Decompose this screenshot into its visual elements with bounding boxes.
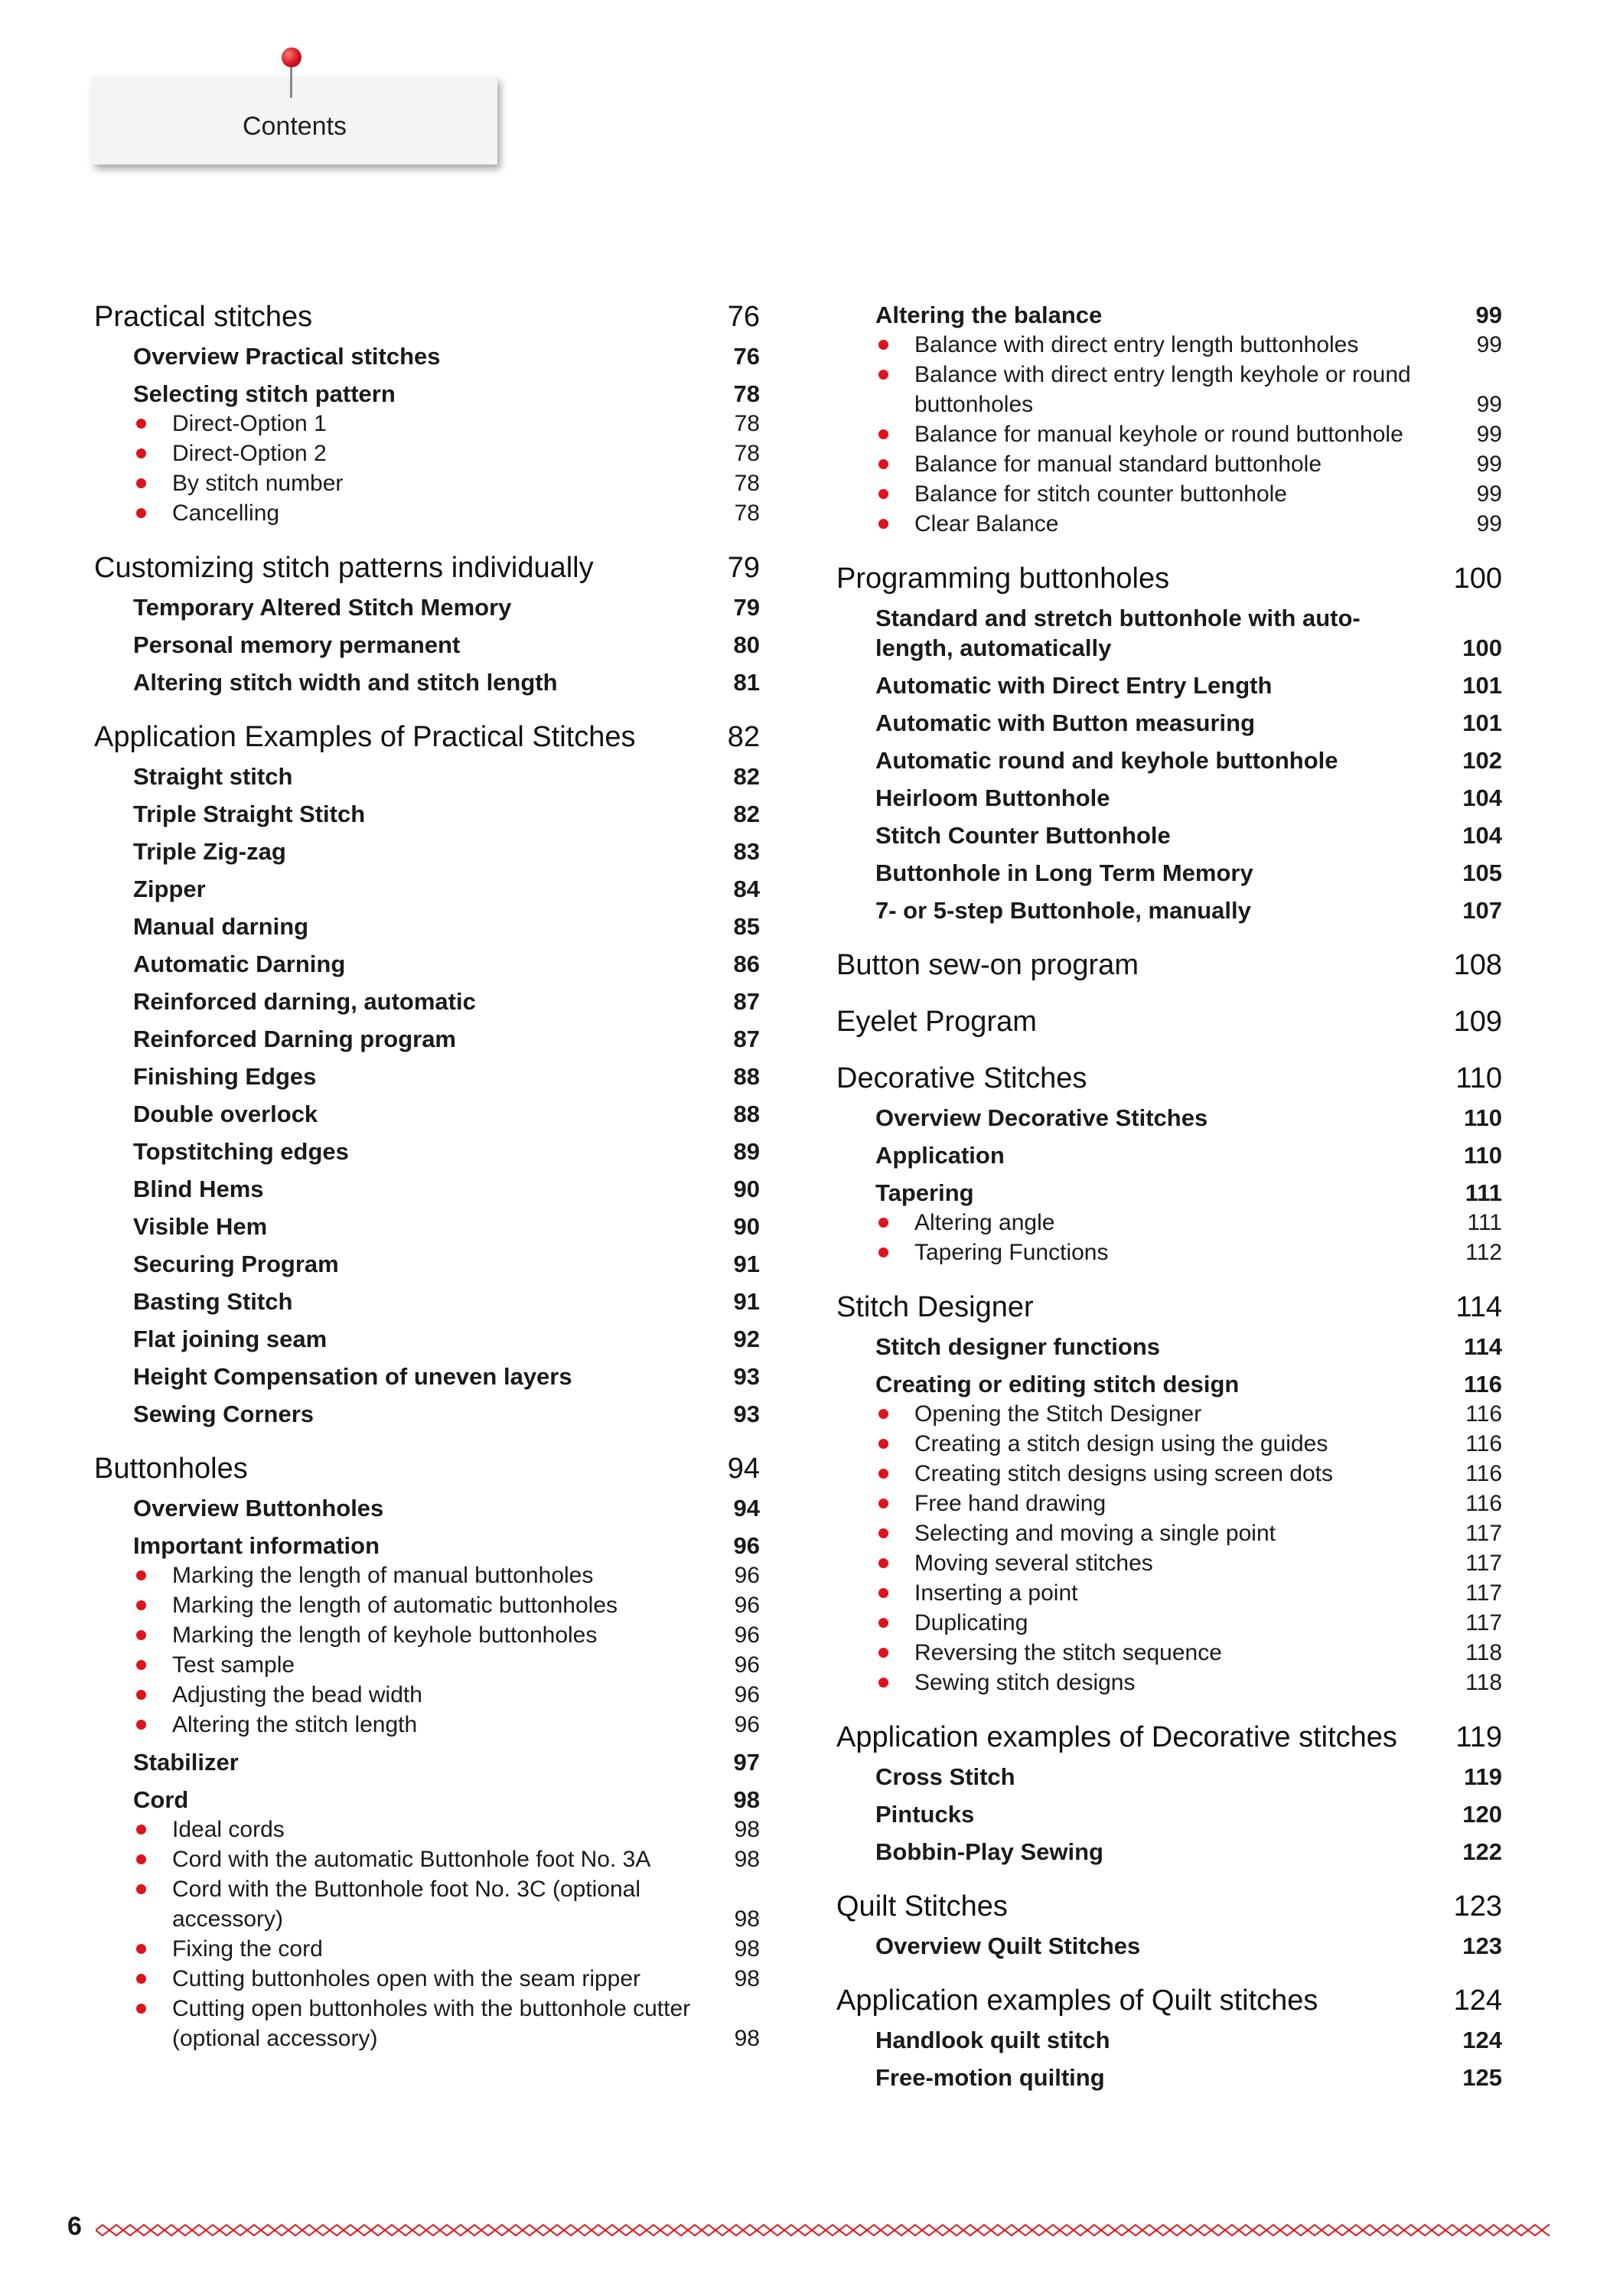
- toc-entry-page: 118: [1465, 1640, 1502, 1665]
- toc-bullet-item[interactable]: [836, 1459, 1502, 1489]
- toc-entry-label: Overview Practical stitches: [133, 343, 441, 370]
- toc-entry-page: 116: [1465, 1401, 1502, 1427]
- toc-entry-label: Opening the Stitch Designer: [914, 1401, 1202, 1427]
- toc-entry-label: Moving several stitches: [914, 1551, 1153, 1576]
- toc-subheading[interactable]: [836, 1762, 1502, 1792]
- toc-entry-label: Securing Program: [133, 1251, 339, 1277]
- toc-entry-label: Zipper: [133, 876, 206, 902]
- toc-bullet-item[interactable]: [836, 1208, 1502, 1238]
- toc-entry-page: 99: [1476, 481, 1502, 507]
- toc-entry-page: 78: [734, 471, 760, 496]
- toc-entry-label: Blind Hems: [133, 1176, 264, 1202]
- toc-subheading[interactable]: [836, 1799, 1502, 1829]
- toc-subheading[interactable]: [836, 858, 1502, 888]
- toc-entry-page: 82: [733, 801, 760, 827]
- toc-bullet-item[interactable]: [94, 1680, 760, 1710]
- toc-subheading[interactable]: [836, 603, 1502, 663]
- toc-bullet-item[interactable]: [94, 1561, 760, 1590]
- toc-entry-label: Heirloom Buttonhole: [875, 784, 1110, 811]
- toc-entry-label: Tapering Functions: [914, 1240, 1109, 1265]
- toc-entry-page: 78: [734, 501, 760, 526]
- toc-entry-page: 124: [1462, 2027, 1502, 2053]
- toc-entry-label: Customizing stitch patterns individually: [94, 552, 594, 584]
- toc-entry-label: Stabilizer: [133, 1749, 239, 1776]
- toc-subheading[interactable]: [94, 1747, 760, 1777]
- toc-bullet-item[interactable]: [836, 330, 1502, 360]
- toc-bullet-item[interactable]: [94, 1964, 760, 1994]
- toc-entry-page: 96: [734, 1593, 760, 1618]
- toc-entry-page: 116: [1465, 1461, 1502, 1486]
- toc-entry-label: Sewing Corners: [133, 1401, 314, 1427]
- toc-entry-label: Adjusting the bead width: [172, 1682, 422, 1707]
- toc-subheading[interactable]: [836, 300, 1502, 330]
- toc-bullet-item[interactable]: [94, 1650, 760, 1680]
- toc-bullet-item[interactable]: [836, 1489, 1502, 1518]
- toc-bullet-item[interactable]: [94, 1710, 760, 1740]
- toc-entry-page: 110: [1463, 1104, 1502, 1131]
- toc-entry-label: Inserting a point: [914, 1580, 1078, 1606]
- toc-entry-page: 119: [1463, 1763, 1502, 1790]
- toc-entry-label: Balance for manual standard buttonhole: [914, 452, 1322, 477]
- toc-entry-page: 82: [733, 763, 760, 790]
- toc-bullet-item[interactable]: [836, 509, 1502, 539]
- toc-entry-page: 114: [1463, 1333, 1502, 1360]
- toc-heading[interactable]: [836, 1062, 1502, 1095]
- toc-subheading[interactable]: [94, 1249, 760, 1279]
- toc-subheading[interactable]: [94, 1399, 760, 1429]
- toc-entry-page: 125: [1462, 2064, 1502, 2091]
- toc-entry-page: 83: [733, 838, 760, 865]
- toc-entry-label: Cross Stitch: [875, 1763, 1015, 1790]
- toc-bullet-item[interactable]: [836, 1518, 1502, 1548]
- toc-bullet-item[interactable]: [836, 1548, 1502, 1578]
- toc-entry-label: Sewing stitch designs: [914, 1670, 1136, 1695]
- toc-entry-label: Basting Stitch: [133, 1288, 293, 1315]
- toc-entry-label: Height Compensation of uneven layers: [133, 1363, 572, 1390]
- toc-entry-label: Marking the length of keyhole buttonholes: [172, 1623, 598, 1648]
- toc-bullet-item[interactable]: [836, 1429, 1502, 1459]
- toc-entry-page: 96: [734, 1652, 760, 1678]
- toc-entry-label: Application Examples of Practical Stitches: [94, 721, 636, 753]
- toc-entry-label: Cord with the automatic Buttonhole foot No. 3A: [172, 1847, 651, 1872]
- toc-bullet-item[interactable]: [836, 1608, 1502, 1638]
- toc-entry-page: 117: [1465, 1551, 1502, 1576]
- toc-entry-label: By stitch number: [172, 471, 344, 496]
- toc-heading[interactable]: [94, 300, 760, 334]
- toc-entry-page: 78: [733, 380, 760, 407]
- toc-entry-page: 109: [1453, 1006, 1502, 1038]
- toc-heading[interactable]: [836, 1290, 1502, 1324]
- toc-entry-label: Cord: [133, 1786, 189, 1813]
- toc-bullet-item[interactable]: [94, 1994, 760, 2053]
- toc-bullet-item[interactable]: [836, 1638, 1502, 1668]
- toc-entry-page: 96: [733, 1532, 760, 1559]
- toc-entry-page: 123: [1462, 1932, 1502, 1959]
- toc-heading[interactable]: [94, 1452, 760, 1486]
- toc-subheading[interactable]: [94, 1212, 760, 1241]
- toc-entry-page: 88: [733, 1101, 760, 1127]
- toc-entry-label: Finishing Edges: [133, 1063, 317, 1090]
- toc-entry-label: Altering the balance: [875, 302, 1103, 328]
- toc-list-right: [836, 300, 1502, 2092]
- toc-entry-label: Creating stitch designs using screen dots: [914, 1461, 1333, 1486]
- toc-entry-page: 78: [734, 441, 760, 466]
- toc-entry-label: Stitch Counter Buttonhole: [875, 822, 1171, 849]
- toc-entry-label: Fixing the cord: [172, 1936, 323, 1962]
- toc-subheading[interactable]: [94, 1287, 760, 1316]
- toc-entry-label: Flat joining seam: [133, 1326, 328, 1352]
- toc-entry-page: 87: [733, 1026, 760, 1052]
- toc-entry-label: Automatic with Button measuring: [875, 709, 1255, 736]
- toc-entry-label: Reinforced darning, automatic: [133, 988, 476, 1015]
- toc-subheading[interactable]: [836, 1369, 1502, 1399]
- toc-entry-label: Overview Quilt Stitches: [875, 1932, 1141, 1959]
- toc-subheading[interactable]: [94, 1099, 760, 1129]
- toc-entry-label: Application: [875, 1142, 1005, 1169]
- toc-subheading[interactable]: [836, 670, 1502, 700]
- toc-entry-page: 99: [1476, 392, 1502, 417]
- toc-subheading[interactable]: [836, 1332, 1502, 1362]
- toc-bullet-item[interactable]: [94, 498, 760, 528]
- toc-subheading[interactable]: [94, 1531, 760, 1561]
- toc-entry-page: 78: [734, 411, 760, 436]
- toc-subheading[interactable]: [94, 1785, 760, 1815]
- toc-entry-page: 104: [1462, 822, 1502, 849]
- toc-subheading[interactable]: [94, 1362, 760, 1391]
- toc-entry-page: 86: [733, 951, 760, 977]
- toc-entry-label: Creating a stitch design using the guides: [914, 1431, 1328, 1456]
- toc-subheading[interactable]: [836, 895, 1502, 925]
- toc-entry-label: Visible Hem: [133, 1213, 268, 1240]
- toc-bullet-item[interactable]: [94, 1874, 760, 1934]
- toc-entry-label: Overview Buttonholes: [133, 1495, 384, 1521]
- toc-entry-page: 108: [1453, 949, 1502, 981]
- toc-bullet-item[interactable]: [836, 1238, 1502, 1267]
- toc-bullet-item[interactable]: [94, 1844, 760, 1874]
- toc-entry-page: 98: [734, 1847, 760, 1872]
- toc-subheading[interactable]: [94, 1062, 760, 1091]
- toc-subheading[interactable]: [836, 2063, 1502, 2092]
- toc-bullet-item[interactable]: [836, 419, 1502, 449]
- toc-entry-page: 90: [733, 1213, 760, 1240]
- toc-entry-label: Bobbin-Play Sewing: [875, 1838, 1103, 1865]
- toc-subheading[interactable]: [836, 1178, 1502, 1208]
- toc-heading[interactable]: [94, 551, 760, 585]
- toc-subheading[interactable]: [94, 874, 760, 904]
- toc-subheading[interactable]: [836, 1140, 1502, 1170]
- toc-entry-label: Reversing the stitch sequence: [914, 1640, 1222, 1665]
- toc-entry-page: 94: [727, 1453, 760, 1485]
- toc-heading[interactable]: [836, 1005, 1502, 1039]
- toc-entry-page: 79: [733, 594, 760, 621]
- toc-entry-label: Cutting open buttonholes with the buttonhole cutter (optional accessory): [172, 1996, 691, 2051]
- toc-entry-page: 98: [734, 2026, 760, 2051]
- toc-entry-page: 99: [1476, 511, 1502, 536]
- toc-entry-label: Direct-Option 2: [172, 441, 327, 466]
- toc-entry-page: 98: [734, 1817, 760, 1842]
- toc-entry-label: Balance with direct entry length keyhole or round buttonholes: [914, 362, 1411, 417]
- toc-entry-label: Programming buttonholes: [836, 563, 1170, 595]
- toc-entry-label: Ideal cords: [172, 1817, 285, 1842]
- toc-entry-label: Automatic with Direct Entry Length: [875, 672, 1273, 699]
- toc-entry-page: 111: [1465, 1179, 1502, 1206]
- toc-entry-page: 118: [1465, 1670, 1502, 1695]
- toc-subheading[interactable]: [94, 912, 760, 941]
- toc-subheading[interactable]: [94, 799, 760, 829]
- toc-subheading[interactable]: [94, 837, 760, 866]
- decorative-border: [96, 2223, 1550, 2237]
- toc-entry-page: 122: [1462, 1838, 1502, 1865]
- toc-entry-label: Automatic round and keyhole buttonhole: [875, 747, 1338, 774]
- toc-subheading[interactable]: [94, 987, 760, 1016]
- toc-entry-page: 98: [734, 1936, 760, 1962]
- toc-entry-page: 99: [1476, 332, 1502, 357]
- toc-entry-label: Duplicating: [914, 1610, 1028, 1636]
- toc-entry-label: Eyelet Program: [836, 1006, 1037, 1038]
- toc-bullet-item[interactable]: [94, 1815, 760, 1844]
- toc-entry-page: 98: [733, 1786, 760, 1813]
- toc-entry-label: Free-motion quilting: [875, 2064, 1105, 2091]
- toc-entry-page: 96: [734, 1682, 760, 1707]
- toc-entry-label: Automatic Darning: [133, 951, 346, 977]
- toc-heading[interactable]: [94, 720, 760, 754]
- toc-entry-page: 101: [1462, 709, 1502, 736]
- toc-entry-label: Stitch designer functions: [875, 1333, 1161, 1360]
- toc-entry-label: Cord with the Buttonhole foot No. 3C (optional accessory): [172, 1877, 641, 1932]
- toc-entry-label: Selecting and moving a single point: [914, 1521, 1276, 1546]
- toc-entry-label: Decorative Stitches: [836, 1062, 1087, 1094]
- toc-entry-label: Stitch Designer: [836, 1291, 1034, 1323]
- page-number: 6: [67, 2212, 82, 2241]
- toc-entry-page: 99: [1476, 422, 1502, 447]
- toc-entry-page: 94: [733, 1495, 760, 1521]
- toc-bullet-item[interactable]: [94, 468, 760, 498]
- toc-entry-label: Buttonholes: [94, 1453, 248, 1485]
- toc-entry-page: 107: [1462, 897, 1502, 924]
- toc-entry-label: Important information: [133, 1532, 380, 1559]
- toc-entry-label: Application examples of Quilt stitches: [836, 1985, 1318, 2017]
- toc-subheading[interactable]: [836, 783, 1502, 813]
- toc-entry-page: 88: [733, 1063, 760, 1090]
- toc-entry-label: Topstitching edges: [133, 1138, 349, 1165]
- toc-entry-page: 96: [734, 1623, 760, 1648]
- toc-entry-label: Balance for manual keyhole or round buttonhole: [914, 422, 1403, 447]
- toc-entry-label: Application examples of Decorative stitches: [836, 1721, 1397, 1753]
- toc-entry-page: 80: [733, 631, 760, 658]
- toc-entry-label: Double overlock: [133, 1101, 318, 1127]
- toc-entry-page: 84: [733, 876, 760, 902]
- toc-bullet-item[interactable]: [94, 1620, 760, 1650]
- toc-entry-page: 116: [1463, 1371, 1502, 1397]
- toc-entry-label: Buttonhole in Long Term Memory: [875, 859, 1253, 886]
- toc-entry-page: 123: [1453, 1890, 1502, 1923]
- toc-entry-page: 81: [733, 669, 760, 696]
- toc-heading[interactable]: [836, 1720, 1502, 1754]
- toc-entry-page: 93: [733, 1401, 760, 1427]
- toc-entry-label: Reinforced Darning program: [133, 1026, 456, 1052]
- toc-subheading[interactable]: [94, 379, 760, 409]
- toc-entry-page: 111: [1467, 1210, 1502, 1235]
- toc-entry-page: 112: [1465, 1240, 1502, 1265]
- toc-bullet-item[interactable]: [836, 479, 1502, 509]
- toc-entry-label: Test sample: [172, 1652, 295, 1678]
- toc-bullet-item[interactable]: [94, 409, 760, 439]
- toc-entry-page: 87: [733, 988, 760, 1015]
- toc-entry-label: Marking the length of manual buttonholes: [172, 1563, 594, 1588]
- toc-heading[interactable]: [836, 948, 1502, 982]
- toc-entry-label: Personal memory permanent: [133, 631, 461, 658]
- toc-entry-page: 99: [1475, 302, 1502, 328]
- toc-entry-page: 85: [733, 913, 760, 940]
- toc-entry-page: 98: [734, 1966, 760, 1991]
- toc-entry-label: Handlook quilt stitch: [875, 2027, 1110, 2053]
- toc-entry-page: 117: [1465, 1580, 1502, 1606]
- toc-entry-label: Temporary Altered Stitch Memory: [133, 594, 512, 621]
- toc-entry-label: Altering angle: [914, 1210, 1055, 1235]
- toc-entry-page: 114: [1455, 1291, 1502, 1323]
- toc-entry-page: 102: [1462, 747, 1502, 774]
- toc-bullet-item[interactable]: [94, 1590, 760, 1620]
- toc-entry-label: Free hand drawing: [914, 1491, 1106, 1516]
- toc-bullet-item[interactable]: [94, 1934, 760, 1964]
- toc-entry-page: 117: [1465, 1610, 1502, 1636]
- toc-subheading[interactable]: [94, 949, 760, 979]
- toc-entry-label: Cancelling: [172, 501, 280, 526]
- toc-entry-page: 105: [1462, 859, 1502, 886]
- toc-entry-page: 104: [1462, 784, 1502, 811]
- toc-entry-page: 97: [733, 1749, 760, 1776]
- toc-entry-page: 92: [733, 1326, 760, 1352]
- toc-bullet-item[interactable]: [836, 449, 1502, 479]
- toc-entry-page: 110: [1455, 1062, 1502, 1094]
- toc-heading[interactable]: [836, 1890, 1502, 1923]
- toc-entry-label: Practical stitches: [94, 301, 313, 333]
- toc-entry-page: 96: [734, 1712, 760, 1737]
- toc-entry-label: Straight stitch: [133, 763, 293, 790]
- toc-entry-label: Marking the length of automatic buttonholes: [172, 1593, 618, 1618]
- toc-entry-label: Balance for stitch counter buttonhole: [914, 481, 1287, 507]
- toc-subheading[interactable]: [94, 341, 760, 371]
- toc-bullet-item[interactable]: [94, 439, 760, 468]
- toc-entry-label: Tapering: [875, 1179, 974, 1206]
- toc-entry-page: 89: [733, 1138, 760, 1165]
- toc-subheading[interactable]: [836, 1931, 1502, 1961]
- toc-entry-label: Altering the stitch length: [172, 1712, 418, 1737]
- toc-entry-label: Quilt Stitches: [836, 1890, 1008, 1923]
- toc-entry-label: Triple Zig-zag: [133, 838, 286, 865]
- contents-tab-label: Contents: [242, 112, 347, 141]
- toc-bullet-item[interactable]: [836, 1668, 1502, 1698]
- toc-entry-label: Altering stitch width and stitch length: [133, 669, 558, 696]
- toc-subheading[interactable]: [836, 2025, 1502, 2055]
- toc-subheading[interactable]: [94, 592, 760, 622]
- toc-entry-page: 116: [1465, 1431, 1502, 1456]
- toc-entry-page: 98: [734, 1906, 760, 1932]
- toc-entry-page: 76: [727, 301, 760, 333]
- toc-entry-page: 79: [727, 552, 760, 584]
- toc-subheading[interactable]: [94, 1493, 760, 1523]
- toc-entry-label: Balance with direct entry length buttonholes: [914, 332, 1359, 357]
- toc-left-column: [94, 300, 760, 2053]
- toc-entry-label: Pintucks: [875, 1801, 975, 1828]
- toc-entry-label: Button sew-on program: [836, 949, 1139, 981]
- toc-bullet-item[interactable]: [836, 360, 1502, 419]
- toc-bullet-item[interactable]: [836, 1578, 1502, 1608]
- toc-subheading[interactable]: [836, 1103, 1502, 1133]
- toc-heading[interactable]: [836, 1984, 1502, 2017]
- toc-subheading[interactable]: [836, 708, 1502, 738]
- toc-entry-label: Standard and stretch buttonhole with auto-length, automatically: [875, 605, 1361, 661]
- toc-entry-label: 7- or 5-step Buttonhole, manually: [875, 897, 1251, 924]
- toc-subheading[interactable]: [94, 1174, 760, 1204]
- toc-entry-page: 124: [1453, 1985, 1502, 2017]
- toc-right-column: [836, 300, 1502, 2092]
- toc-entry-label: Triple Straight Stitch: [133, 801, 366, 827]
- toc-subheading[interactable]: [836, 745, 1502, 775]
- toc-entry-label: Cutting buttonholes open with the seam ripper: [172, 1966, 641, 1991]
- toc-entry-page: 82: [727, 721, 760, 753]
- toc-entry-page: 76: [733, 343, 760, 370]
- toc-subheading[interactable]: [94, 667, 760, 697]
- toc-subheading[interactable]: [836, 820, 1502, 850]
- toc-entry-page: 101: [1462, 672, 1502, 699]
- pushpin-icon: [282, 47, 305, 101]
- toc-list-left: [94, 300, 760, 2053]
- toc-entry-label: Clear Balance: [914, 511, 1059, 536]
- toc-entry-label: Direct-Option 1: [172, 411, 327, 436]
- toc-entry-page: 93: [733, 1363, 760, 1390]
- toc-entry-page: 91: [733, 1288, 760, 1315]
- toc-subheading[interactable]: [94, 1137, 760, 1166]
- toc-entry-page: 100: [1453, 563, 1502, 595]
- toc-subheading[interactable]: [94, 1024, 760, 1054]
- toc-entry-page: 99: [1476, 452, 1502, 477]
- toc-entry-page: 100: [1462, 634, 1502, 661]
- toc-entry-label: Manual darning: [133, 913, 309, 940]
- toc-entry-page: 119: [1455, 1721, 1502, 1753]
- toc-entry-page: 90: [733, 1176, 760, 1202]
- toc-entry-page: 91: [733, 1251, 760, 1277]
- toc-heading[interactable]: [836, 562, 1502, 595]
- toc-entry-page: 96: [734, 1563, 760, 1588]
- toc-subheading[interactable]: [94, 762, 760, 791]
- toc-subheading[interactable]: [836, 1837, 1502, 1867]
- toc-entry-page: 110: [1463, 1142, 1502, 1169]
- toc-entry-page: 120: [1462, 1801, 1502, 1828]
- toc-subheading[interactable]: [94, 1324, 760, 1354]
- toc-subheading[interactable]: [94, 630, 760, 660]
- toc-bullet-item[interactable]: [836, 1399, 1502, 1429]
- toc-entry-page: 117: [1465, 1521, 1502, 1546]
- toc-entry-label: Selecting stitch pattern: [133, 380, 396, 407]
- toc-entry-page: 116: [1465, 1491, 1502, 1516]
- toc-entry-label: Overview Decorative Stitches: [875, 1104, 1208, 1131]
- toc-entry-label: Creating or editing stitch design: [875, 1371, 1240, 1397]
